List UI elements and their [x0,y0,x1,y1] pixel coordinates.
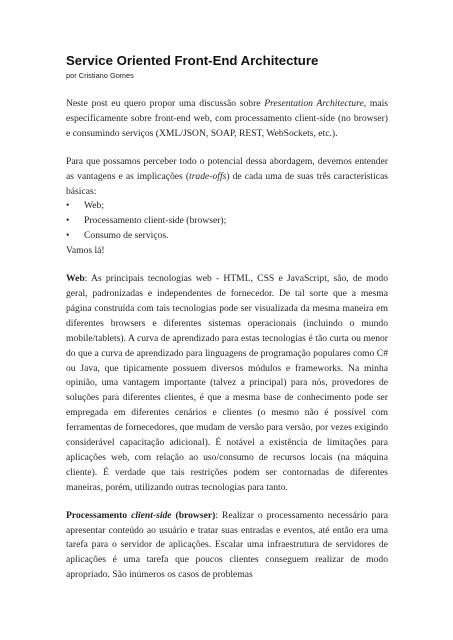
list-item: • Processamento client-side (browser); [66,214,388,229]
closing-line: Vamos lá! [66,245,105,257]
document-body [66,53,388,583]
web-heading: Web [66,273,85,285]
characteristics-text-2: ) de cada uma de suas três características básicas: [66,170,389,197]
list-item: • Consumo de serviços. [66,229,388,244]
characteristics-list [66,199,388,244]
client-side-heading-2: (browser) [171,509,216,521]
intro-paragraph [66,97,388,142]
web-paragraph [66,272,388,496]
client-side-text: : Realizar o processamento necessário para apresentar conteúdo ao usuário e tratar suas entradas e eventos, até então era uma tarefa para o servidor de aplicações. Escalar uma infraestrutura de servidores de aplicações é uma tarefa que poucos clientes conseguem realizar de modo apropriado. São inúmeros os casos de problemas [66,509,388,581]
web-text: : As principais tecnologias web - HTML, CSS e JavaScript, são, de modo geral, padronizadas e independentes de fornecedor. De tal sorte que a mesma página construída com tais tecnologias pode ser visualizada da mesma maneira em diferentes browsers e diferentes sistemas operacionais (incluindo o mundo mobile/tablets). A curva de aprendizado para estas tecnologias é tão curta ou menor do que a curva de aprendizado para linguagens de programação populares como C# ou Java, que tipicamente possuem diversos módulos e frameworks. Na minha opinião, uma vantagem importante (talvez a principal) para nós, provedores de soluções para diferentes clientes, é que a mesma base de conhecimento pode ser empregada em diferentes cenários e clientes (o mesmo não é possível com ferramentas de fornecedores, que mudam de versão para versão, por vezes exigindo considerável capacitação adicional). É notável a existência de limitações para aplicações web, com relação ao uso/consumo de recursos locais (na máquina cliente). É verdade que tais restrições podem ser contornadas de diferentes maneiras, porém, utilizando outras tecnologias para tanto. [66,273,388,493]
client-side-paragraph [66,509,388,584]
intro-emphasis: Presentation Architecture [264,98,364,109]
characteristics-paragraph [66,155,388,200]
page-title: Service Oriented Front-End Architecture [66,53,319,68]
intro-text-1: Neste post eu quero propor uma discussão sobre [66,98,265,109]
list-item: • Web; [66,199,388,214]
intro-text-2: , mais especificamente sobre front-end web, com processamento client-side (no browser) e consumindo serviços (XML/JSON, SOAP, REST, WebSockets, etc.). [66,98,389,139]
client-side-heading-1: Processamento [66,509,132,521]
client-side-heading-emphasis: client-side [131,509,172,521]
characteristics-text-1: Para que possamos perceber todo o potencial dessa abordagem, devemos entender as vantagens e as implicações ( [66,155,388,182]
author-byline: por Cristiano Gomes [66,71,134,80]
characteristics-emphasis: trade-offs [189,170,227,182]
